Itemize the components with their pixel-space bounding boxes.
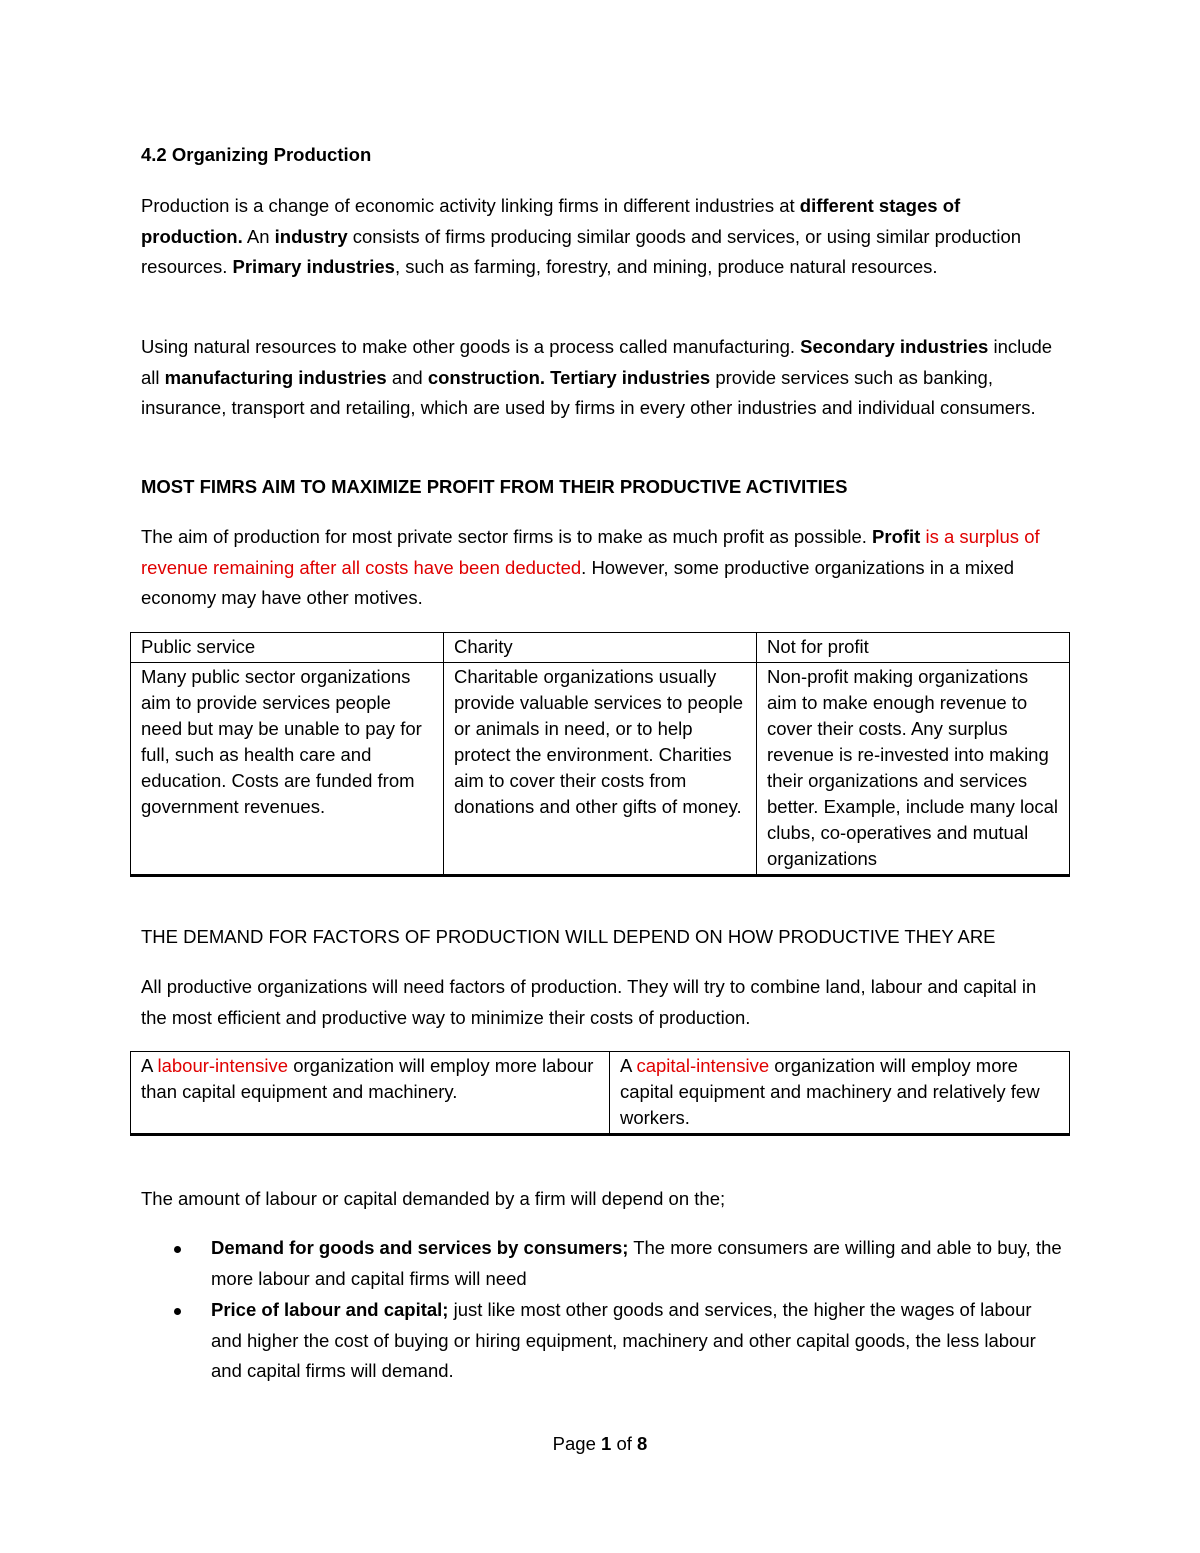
bold-term: Profit [872,526,921,547]
page-label: Page [552,1433,602,1454]
text: The more consumers are willing and able to buy, the more labour and capital firms will need [211,1237,1062,1289]
header-not-for-profit: Not for profit [757,633,1070,663]
bold-term: Price of labour and capital; [211,1299,449,1320]
profit-definition: is a surplus of revenue remaining after all costs have been deducted [141,526,1040,578]
text: An [242,225,275,247]
text: and [386,366,428,388]
bold-term: industry [274,225,348,247]
header-charity: Charity [444,633,757,663]
text: A [620,1055,637,1076]
text: . However, some productive organizations in a mixed economy may have other motives. [141,556,1015,608]
list-item [141,1233,1066,1294]
page-footer [0,1429,1200,1459]
current-page: 1 [601,1433,612,1454]
intensity-table [130,1051,1070,1136]
bold-term: Primary industries [232,256,395,277]
text: just like most other goods and services, the higher the wages of labour and higher the cost of buying or hiring equipment, machinery and other capital goods, the less labour and capital firms will demand. [211,1299,1036,1381]
bold-term: Secondary industries [800,336,989,357]
list-item [141,1295,1066,1387]
paragraph-profit [141,522,1066,614]
demand-factors-list [141,1233,1066,1388]
text: provide services such as banking, insurance, transport and retailing, which are used by firms in every other industries and individual consumers. [141,366,1036,418]
bold-term: Demand for goods and services by consumers; [211,1237,629,1258]
paragraph-factors: All productive organizations will need factors of production. They will try to combine land, labour and capital in the most efficient and productive way to minimize their costs of production. [141,976,1037,1028]
text: organization will employ more capital equipment and machinery and relatively few workers. [620,1055,1040,1128]
text: Production is a change of economic activity linking firms in different industries at [141,195,800,216]
header-public-service: Public service [131,633,444,663]
text: consists of firms producing similar goods and services, or using similar production resources. [141,225,1022,277]
paragraph-industries [141,332,1066,424]
cell-not-for-profit: Non-profit making organizations aim to make enough revenue to cover their costs. Any surplus revenue is re-invested into making their organizations and services better. Example, include many local clubs, co-operatives and mutual organizations [757,663,1070,876]
bold-term: construction. Tertiary industries [427,366,711,388]
text: organization will employ more labour than capital equipment and machinery. [141,1055,594,1102]
bullet-icon [174,1246,181,1253]
term-labour-intensive: labour-intensive [157,1055,289,1076]
text: , such as farming, forestry, and mining, produce natural resources. [394,256,938,277]
term-capital-intensive: capital-intensive [636,1055,770,1076]
cell-charity: Charitable organizations usually provide valuable services to people or animals in need, or to help protect the environment. Charities aim to cover their costs from donations and other gifts of money. [444,663,757,876]
paragraph-production [141,191,1066,283]
total-pages: 8 [637,1433,648,1454]
heading-profit: MOST FIMRS AIM TO MAXIMIZE PROFIT FROM THEIR PRODUCTIVE ACTIVITIES [141,476,848,497]
text: Using natural resources to make other goods is a process called manufacturing. [141,336,801,357]
section-title: 4.2 Organizing Production [141,144,372,165]
bullet-icon [174,1308,181,1315]
bold-term: manufacturing industries [164,366,387,388]
text: include all [141,336,1053,388]
paragraph-demand-intro: The amount of labour or capital demanded by a firm will depend on the; [141,1188,726,1209]
cell-capital-intensive [610,1052,1070,1135]
organization-types-table [130,632,1070,877]
cell-public-service: Many public sector organizations aim to provide services people need but may be unable to pay for full, such as health care and education. Costs are funded from government revenues. [131,663,444,876]
text: A [141,1055,158,1076]
bold-term: different stages of production. [141,195,961,247]
text: The aim of production for most private sector firms is to make as much profit as possible. [141,526,873,547]
heading-demand-factors: THE DEMAND FOR FACTORS OF PRODUCTION WILL DEPEND ON HOW PRODUCTIVE THEY ARE [141,926,996,947]
of-label: of [611,1433,638,1454]
cell-labour-intensive [131,1052,610,1135]
